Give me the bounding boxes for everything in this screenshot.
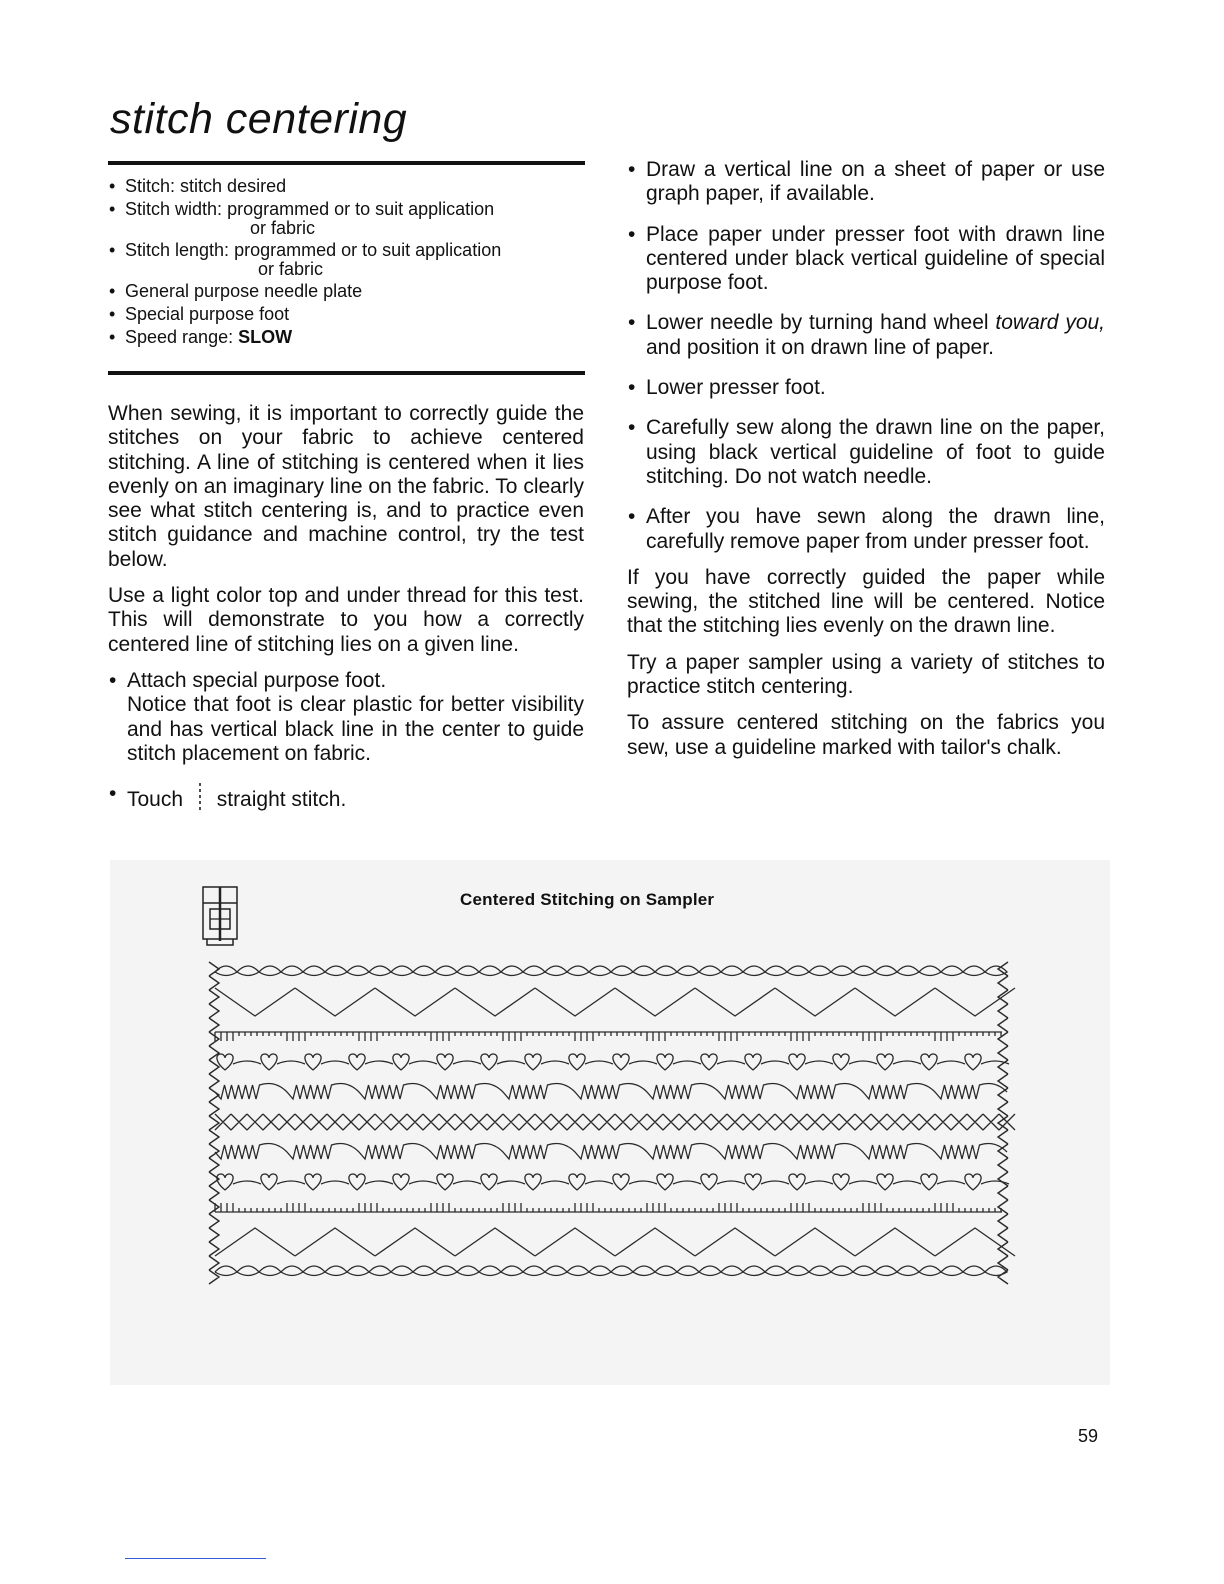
stitch-row-chevron: [215, 988, 1015, 1016]
step-lower-needle-em: toward you,: [995, 311, 1106, 335]
spec-stitch-label: Stitch:: [125, 176, 176, 196]
chalk-paragraph: To assure centered stitching on the fabrics you sew, use a guideline marked with tailor's chalk.: [627, 711, 1105, 759]
spec-stitch: [108, 176, 578, 196]
step-remove-paper: • After you have sewn along the drawn line, carefully remove paper from under presser foot.: [627, 505, 1105, 554]
stitch-row-chevron: [215, 1228, 1015, 1256]
spec-width-value: programmed or to suit application: [227, 199, 495, 219]
step-attach-foot: [108, 669, 584, 766]
spec-width-label: Stitch width:: [125, 199, 223, 219]
top-rule: [108, 161, 585, 165]
spec-speed-label: Speed range:: [125, 327, 234, 347]
spec-length-value-cont: or fabric: [258, 259, 324, 279]
stitch-row-heart-outline: [217, 1054, 1009, 1070]
step-attach-foot-text: Attach special purpose foot.: [127, 668, 387, 692]
touch-label: Touch: [127, 788, 184, 812]
left-column: [108, 402, 584, 828]
step-attach-foot-note: Notice that foot is clear plastic for better visibility and has vertical black line in the center to guide stitch placement on fabric.: [127, 693, 584, 765]
bottom-rule: [108, 371, 585, 375]
step-sew-line: • Carefully sew along the drawn line on the paper, using black vertical guideline of foot to guide stitching. Do not watch needle.: [627, 416, 1105, 489]
spec-length-value: programmed or to suit application: [234, 240, 502, 260]
stitch-row-comb: [215, 1203, 1002, 1212]
straight-stitch-icon: [189, 782, 211, 812]
sampler-figure: [110, 860, 1110, 1385]
page-title: stitch centering: [110, 95, 408, 143]
spec-stitch-value: stitch desired: [180, 176, 287, 196]
stitch-row-wave: [215, 1084, 1007, 1099]
thread-paragraph: Use a light color top and under thread for this test. This will demonstrate to you how a correctly centered line of stitching lies on a given line.: [108, 584, 584, 656]
step-lower-needle: [627, 311, 1105, 360]
spec-length: [108, 240, 578, 278]
spec-width: [108, 199, 578, 237]
stitch-row-heart-outline: [217, 1174, 1009, 1190]
touch-label-after: straight stitch.: [216, 788, 347, 812]
stitch-row-wave: [215, 1144, 1007, 1159]
result-paragraph: If you have correctly guided the paper while sewing, the stitched line will be centered. Notice that the stitching lies evenly on the drawn line.: [627, 565, 1105, 638]
right-steps: [627, 158, 1105, 554]
step-lower-foot: • Lower presser foot.: [627, 376, 1105, 400]
stitch-row-leaf: [215, 966, 1007, 976]
left-steps: [108, 669, 584, 812]
right-column: [627, 158, 1105, 772]
step-place-paper: • Place paper under presser foot with drawn line centered under black vertical guideline of special purpose foot.: [627, 223, 1105, 296]
footer-line: [125, 1558, 266, 1559]
step-lower-needle-pre: Lower needle by turning hand wheel: [646, 311, 989, 335]
page-number: 59: [1078, 1426, 1099, 1446]
stitch-row-leaf: [215, 1266, 1007, 1276]
step-touch-stitch: [108, 782, 584, 812]
intro-paragraph: When sewing, it is important to correctly guide the stitches on your fabric to achieve centered stitching. A line of stitching is centered when it lies evenly on an imaginary line on the fabric. To clearly see what stitch centering is, and to practice even stitch guidance and machine control, try the test below.: [108, 402, 584, 571]
stitch-sampler-art: [110, 860, 1110, 1385]
spec-speed-value: SLOW: [238, 327, 293, 347]
spec-foot: • Special purpose foot: [108, 304, 578, 324]
stitch-row-cross: [215, 1114, 1015, 1130]
spec-speed: [108, 327, 578, 347]
sampler-caption: Centered Stitching on Sampler: [460, 890, 715, 909]
spec-length-label: Stitch length:: [125, 240, 230, 260]
settings-list: [108, 176, 578, 350]
step-lower-needle-post: and position it on drawn line of paper.: [646, 335, 994, 359]
step-draw-line: • Draw a vertical line on a sheet of paper or use graph paper, if available.: [627, 158, 1105, 207]
sampler-paragraph: Try a paper sampler using a variety of stitches to practice stitch centering.: [627, 650, 1105, 699]
spec-needle-plate: • General purpose needle plate: [108, 281, 578, 301]
stitch-border-left: [209, 962, 219, 1284]
spec-width-value-cont: or fabric: [250, 218, 316, 238]
stitch-row-comb: [215, 1032, 1002, 1041]
